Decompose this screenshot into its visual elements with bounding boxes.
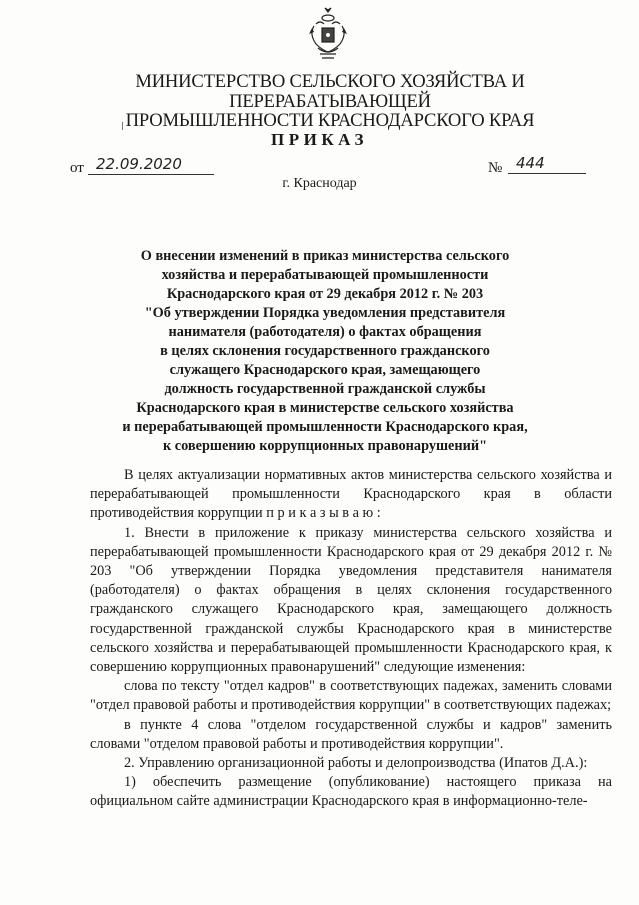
order-title: ПРИКАЗ <box>271 130 368 149</box>
ministry-name <box>40 72 620 131</box>
subject-line: О внесении изменений в приказ министерства сельского <box>140 248 510 264</box>
order-body <box>90 466 612 812</box>
subject-line: служащего Краснодарского края, замещающего <box>169 362 481 378</box>
subject-line: Краснодарского края от 29 декабря 2012 г. № 203 <box>166 286 484 302</box>
subject-line: нанимателя (работодателя) о фактах обращения <box>168 324 482 340</box>
subject-line: хозяйства и перерабатывающей промышленности <box>161 267 489 283</box>
subject-line: должность государственной гражданской службы <box>164 381 486 397</box>
body-paragraph: В целях актуализации нормативных актов министерства сельского хозяйства и перерабатывающей промышленности Краснодарского края в области противодействия коррупции п р и к а з ы в а ю : <box>90 467 612 522</box>
number-label: № <box>488 160 503 176</box>
scan-mark <box>122 122 123 130</box>
date-label: от <box>70 160 84 176</box>
order-subject <box>90 247 560 456</box>
ministry-line-1: МИНИСТЕРСТВО СЕЛЬСКОГО ХОЗЯЙСТВА И ПЕРЕРАБАТЫВАЮЩЕЙ <box>135 71 525 112</box>
body-paragraph: в пункте 4 слова "отделом государственной службы и кадров" заменить словами "отделом правовой работы и противодействия коррупции". <box>90 716 612 752</box>
city: г. Краснодар <box>282 176 357 191</box>
subject-line: "Об утверждении Порядка уведомления представителя <box>144 305 506 321</box>
subject-line: к совершению коррупционных правонарушений" <box>162 438 488 454</box>
body-paragraph: 1. Внести в приложение к приказу министерства сельского хозяйства и перерабатывающей промышленности Краснодарского края от 29 декабря 2012 г. № 203 "Об утверждении Порядка уведомления представителя нанимателя (работодателя) о фактах обращения в целях склонения государственного гражданского служащего Краснодарского края, замещающего должность государственной гражданской службы Краснодарского края в министерстве сельского хозяйства и перерабатывающей промышленности Краснодарского края, к совершению коррупционных правонарушений" следующие изменения: <box>90 524 612 676</box>
subject-line: в целях склонения государственного гражданского <box>160 343 490 359</box>
body-paragraph: 1) обеспечить размещение (опубликование) настоящего приказа на официальном сайте администрации Краснодарского края в информационно-теле- <box>90 774 612 810</box>
number-field: 444 <box>508 154 586 174</box>
subject-line: и перерабатывающей промышленности Краснодарского края, <box>122 419 528 435</box>
subject-line: Краснодарского края в министерстве сельского хозяйства <box>136 400 514 416</box>
ministry-line-2: ПРОМЫШЛЕННОСТИ КРАСНОДАРСКОГО КРАЯ <box>125 110 535 131</box>
date-field: 22.09.2020 <box>88 155 214 175</box>
body-paragraph: 2. Управлению организационной работы и делопроизводства (Ипатов Д.А.): <box>124 755 588 772</box>
body-paragraph: слова по тексту "отдел кадров" в соответствующих падежах, заменить словами "отдел правовой работы и противодействия коррупции" в соответствующих падежах; <box>90 678 612 714</box>
coat-of-arms-icon <box>308 6 348 62</box>
